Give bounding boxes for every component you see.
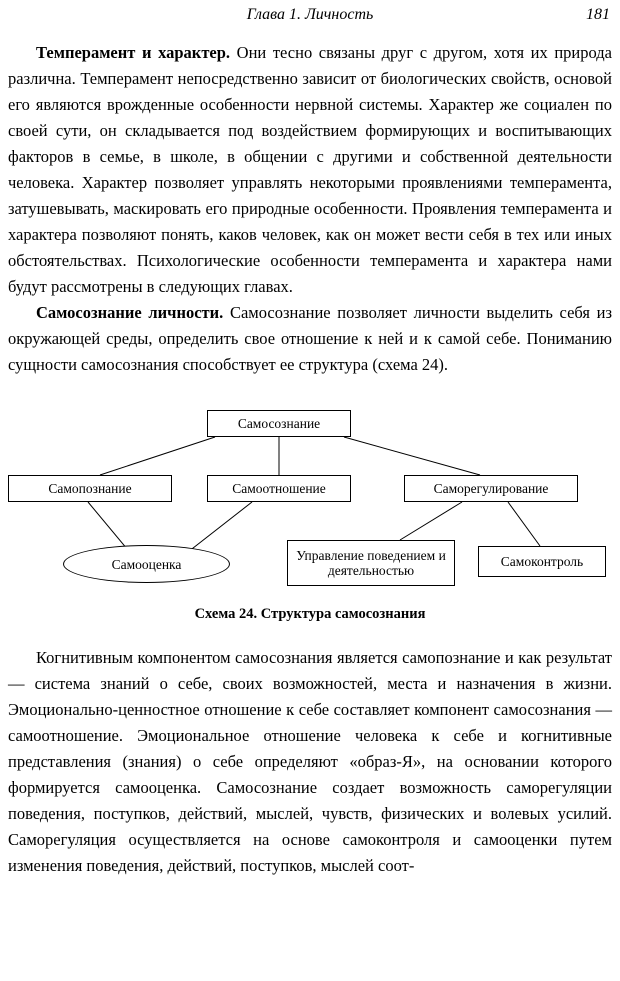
connector-line xyxy=(88,502,128,550)
node-self-knowledge xyxy=(8,475,172,502)
page-number: 181 xyxy=(586,6,610,23)
paragraph-lead: Темперамент и характер. xyxy=(36,43,231,62)
connector-line xyxy=(344,437,480,475)
node-label: Самосознание xyxy=(237,416,321,431)
paragraph-text: Когнитивным компонентом самосознания является самопознание и как результат — система знаний о себе, своих возможностей, места и назначения в жизни. Эмоционально-ценностное отношение к себе составляет компонент самосознания — самоотношение. Эмоциональное отношение человека к себе и когнитивные представления (знания) о себе определяют «образ-Я», на основании которого формируется самооценка. Самосознание создает возможность саморегуляции поведения, поступков, действий, мыслей, чувств, физических и волевых усилий. Саморегуляция осуществляется на основе самоконтроля и самооценки путем изменения поведения, действий, поступков, мыслей соот- xyxy=(8,648,612,875)
connector-line xyxy=(400,502,462,540)
node-self-control xyxy=(478,546,606,577)
node-self-attitude xyxy=(207,475,351,502)
node-self-regulation xyxy=(404,475,578,502)
connector-line xyxy=(100,437,215,475)
paragraph-cognitive xyxy=(8,645,612,879)
paragraph-text: Самосознание позволяет личности выделить себя из окружающей среды, определить свое отношение к ней и к самой себе. Пониманию сущности самосознания способствует ее структура (схема 24). xyxy=(8,303,612,374)
connector-line xyxy=(188,502,252,552)
paragraph-selfawareness xyxy=(8,300,612,378)
node-label: Самоконтроль xyxy=(500,554,584,569)
paragraph-lead: Самосознание личности. xyxy=(36,303,224,322)
node-self-esteem xyxy=(63,545,230,583)
page-header xyxy=(8,6,612,28)
node-self-awareness xyxy=(207,410,351,437)
connector-line xyxy=(508,502,540,546)
paragraph-text: Они тесно связаны друг с другом, хотя их природа различна. Темперамент непосредственно зависит от биологических свойств, основой его являются врожденные особенности нервной системы. Характер же социален по своей сути, он складывается под воздействием формирующих и воспитывающих факторов в семье, в школе, в общении с другими и собственной деятельности человека. Характер позволяет управлять некоторыми проявлениями темперамента, затушевывать, маскировать его природные особенности. Проявления темперамента и характера позволяют понять, каков человек, как он может вести себя в тех или иных обстоятельствах. Психологические особенности темперамента и характера нами будут рассмотрены в следующих главах. xyxy=(8,43,612,296)
scheme-24 xyxy=(8,400,612,623)
chapter-title: Глава 1. Личность xyxy=(246,6,374,23)
diagram-caption: Схема 24. Структура самосознания xyxy=(194,606,426,622)
node-behavior-management xyxy=(287,540,455,586)
paragraph-temperament xyxy=(8,40,612,300)
node-label: Самооценка xyxy=(111,556,182,572)
node-label: Саморегулирование xyxy=(433,481,549,496)
node-label: Самопознание xyxy=(48,481,132,496)
node-label: Управление поведением и деятельностью xyxy=(296,548,446,578)
selfawareness-structure-diagram xyxy=(8,400,612,592)
node-label: Самоотношение xyxy=(232,481,326,496)
